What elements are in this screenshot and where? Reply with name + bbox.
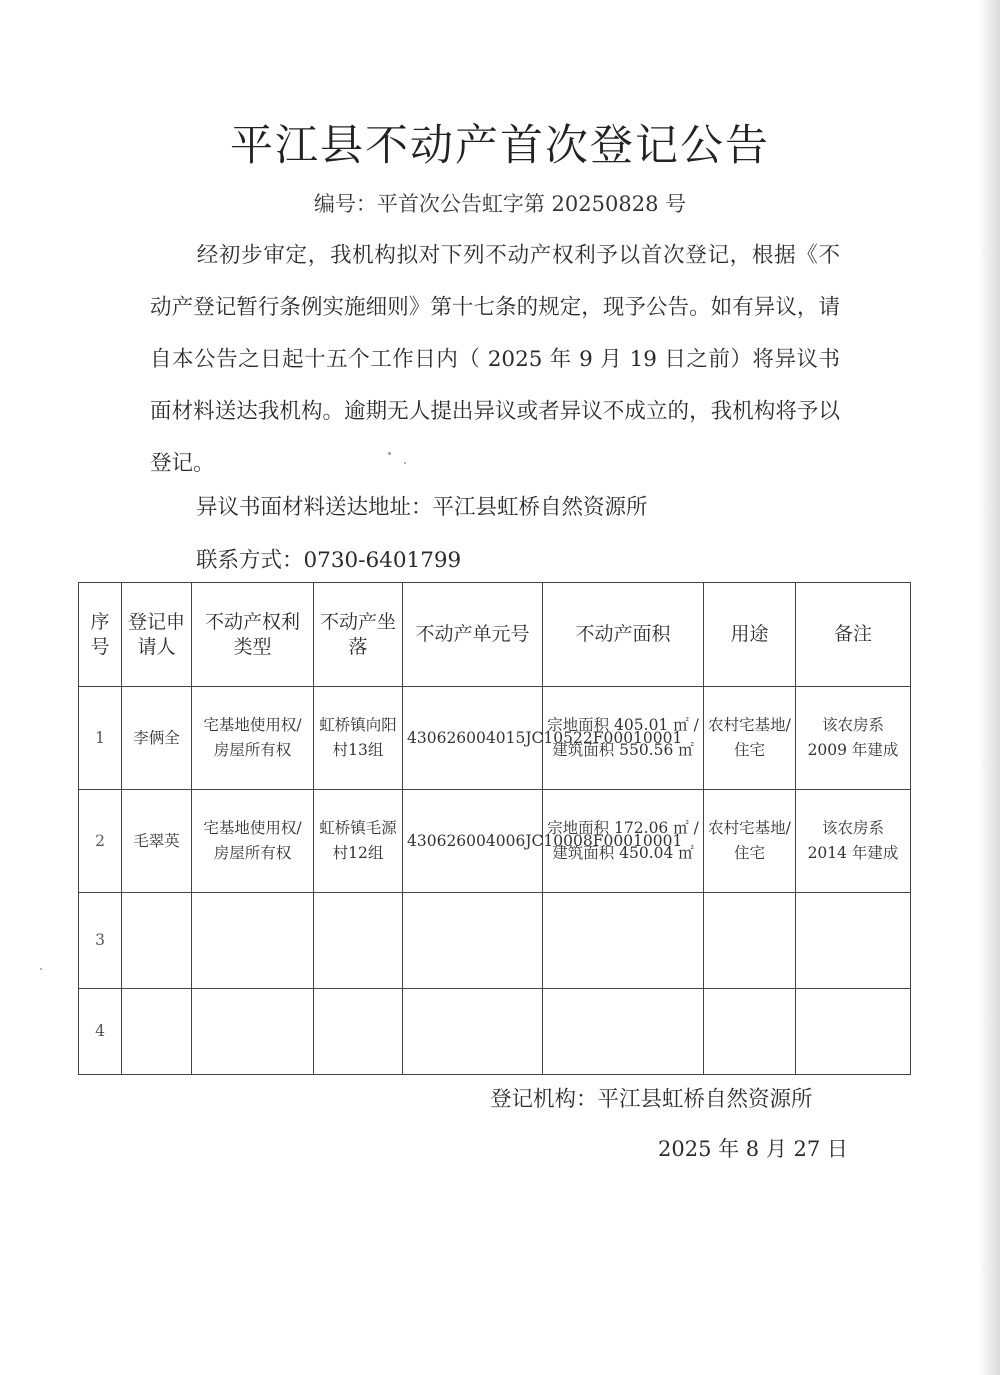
cell-applicant	[122, 893, 192, 989]
header-right-type: 不动产权利类型	[192, 583, 314, 687]
cell-remark	[796, 893, 911, 989]
cell-seq: 1	[79, 687, 122, 790]
page-title: 平江县不动产首次登记公告	[230, 121, 770, 171]
cell-location: 虹桥镇毛源村12组	[314, 790, 403, 893]
header-applicant: 登记申请人	[122, 583, 192, 687]
cell-seq: 4	[79, 989, 122, 1075]
cell-area	[543, 893, 704, 989]
cell-seq: 2	[79, 790, 122, 893]
cell-right-type: 宅基地使用权/房屋所有权	[192, 790, 314, 893]
cell-remark: 该农房系 2009 年建成	[796, 687, 911, 790]
cell-usage	[704, 893, 796, 989]
table-row	[79, 989, 911, 1075]
document-number: 编号：平首次公告虹字第 20250828 号	[313, 192, 687, 216]
cell-location: 虹桥镇向阳村13组	[314, 687, 403, 790]
header-area: 不动产面积	[543, 583, 704, 687]
table-row	[79, 687, 911, 790]
cell-unit-no	[403, 893, 543, 989]
table-row	[79, 893, 911, 989]
objection-address: 异议书面材料送达地址：平江县虹桥自然资源所	[196, 495, 648, 520]
header-remark: 备注	[796, 583, 911, 687]
header-seq: 序号	[79, 583, 122, 687]
registration-organization: 登记机构：平江县虹桥自然资源所	[490, 1087, 813, 1112]
cell-location	[314, 893, 403, 989]
cell-right-type	[192, 893, 314, 989]
scan-speck	[404, 462, 406, 464]
notice-paragraph-text: 经初步审定，我机构拟对下列不动产权利予以首次登记，根据《不动产登记暂行条例实施细则》第十七条的规定，现予公告。如有异议，请自本公告之日起十五个工作日内（ 2025 年 9 月 19 日之前）将异议书面材料送达我机构。逾期无人提出异议或者异议不成立的，我机构将予以登记。	[150, 243, 840, 476]
cell-area: 宗地面积 405.01 ㎡ /建筑面积 550.56 ㎡	[543, 687, 704, 790]
cell-unit-no: 430626004015JC10522F00010001	[403, 687, 543, 790]
cell-remark: 该农房系 2014 年建成	[796, 790, 911, 893]
cell-right-type	[192, 989, 314, 1075]
header-usage: 用途	[704, 583, 796, 687]
cell-area: 宗地面积 172.06 ㎡ /建筑面积 450.04 ㎡	[543, 790, 704, 893]
scan-speck	[388, 452, 391, 455]
table-header-row	[79, 583, 911, 687]
cell-applicant: 李俩全	[122, 687, 192, 790]
cell-usage: 农村宅基地/住宅	[704, 790, 796, 893]
cell-applicant	[122, 989, 192, 1075]
cell-applicant: 毛翠英	[122, 790, 192, 893]
cell-unit-no: 430626004006JC10008F00010001	[403, 790, 543, 893]
header-location: 不动产坐落	[314, 583, 403, 687]
cell-remark	[796, 989, 911, 1075]
registration-table	[78, 582, 911, 1075]
cell-location	[314, 989, 403, 1075]
cell-seq: 3	[79, 893, 122, 989]
cell-right-type: 宅基地使用权/房屋所有权	[192, 687, 314, 790]
cell-unit-no	[403, 989, 543, 1075]
contact-info: 联系方式：0730-6401799	[196, 548, 462, 573]
scan-speck	[40, 968, 42, 970]
notice-paragraph	[150, 230, 840, 490]
notice-date: 2025 年 8 月 27 日	[658, 1137, 848, 1161]
header-unit-no: 不动产单元号	[403, 583, 543, 687]
cell-usage: 农村宅基地/住宅	[704, 687, 796, 790]
cell-usage	[704, 989, 796, 1075]
table-row	[79, 790, 911, 893]
cell-area	[543, 989, 704, 1075]
